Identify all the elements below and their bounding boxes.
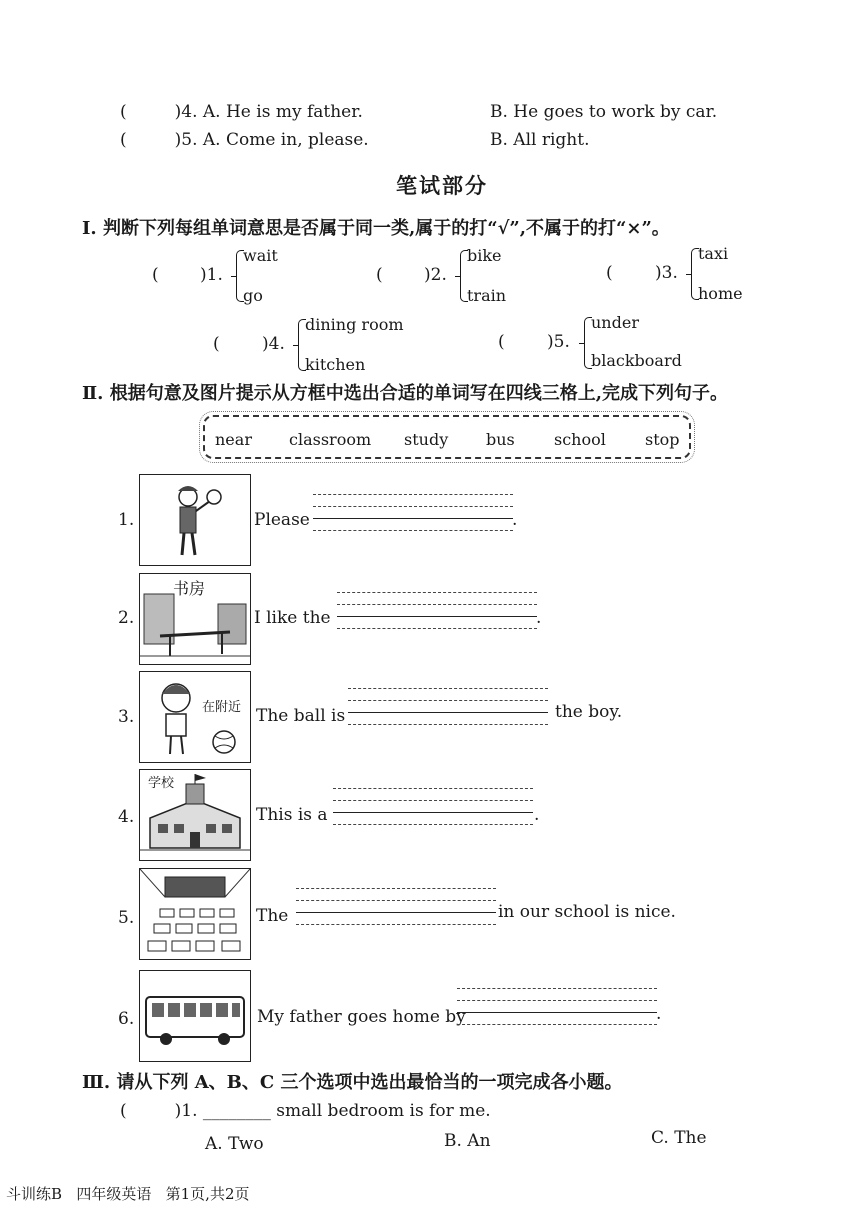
listening-q4: ( )4. A. He is my father. [120,102,363,122]
section2-heading: Ⅱ. 根据句意及图片提示从方框中选出合适的单词写在四线三格上,完成下列句子。 [82,383,728,404]
writing-lines[interactable] [333,788,533,824]
word-study: study [404,430,449,449]
section1-heading: Ⅰ. 判断下列每组单词意思是否属于同一类,属于的打“√”,不属于的打“×”。 [82,218,670,239]
listening-q4-option-b: B. He goes to work by car. [490,102,718,122]
writing-lines[interactable] [296,888,496,924]
listening-q5-option-b: B. All right. [490,130,590,150]
picture-boy-near-ball: 在附近 [139,671,251,763]
section3-q1-option-a: A. Two [205,1134,264,1154]
item-number: 1. [118,510,135,530]
word-stop: stop [645,430,680,449]
item-number: 3. [118,707,135,727]
item-number: 2. [118,608,135,628]
section3-q1-option-c: C. The [651,1128,707,1148]
item-number: 5. [118,908,135,928]
section3-q1-stem: ( )1. ________ small bedroom is for me. [120,1101,491,1121]
page-footer: 斗训练B 四年级英语 第1页,共2页 [6,1185,250,1203]
writing-lines[interactable] [313,494,513,530]
picture-classroom [139,868,251,960]
item-number: 4. [118,807,135,827]
section3-q1-option-b: B. An [444,1131,491,1151]
picture-study-room: 书房 [139,573,251,665]
picture-policeman-stop [139,474,251,566]
writing-lines[interactable] [337,592,537,628]
listening-q5: ( )5. A. Come in, please. [120,130,369,150]
written-part-title: 笔试部分 [396,173,488,198]
word-box [203,415,691,459]
word-classroom: classroom [289,430,372,449]
item-1-before: Please [254,510,310,530]
writing-lines[interactable] [348,688,548,724]
word-bus: bus [486,430,515,449]
picture-bus [139,970,251,1062]
word-near: near [215,430,252,449]
writing-lines[interactable] [457,988,657,1024]
section3-heading: Ⅲ. 请从下列 A、B、C 三个选项中选出最恰当的一项完成各小题。 [82,1072,623,1093]
picture-school-building: 学校 [139,769,251,861]
word-school: school [554,430,606,449]
item-number: 6. [118,1009,135,1029]
